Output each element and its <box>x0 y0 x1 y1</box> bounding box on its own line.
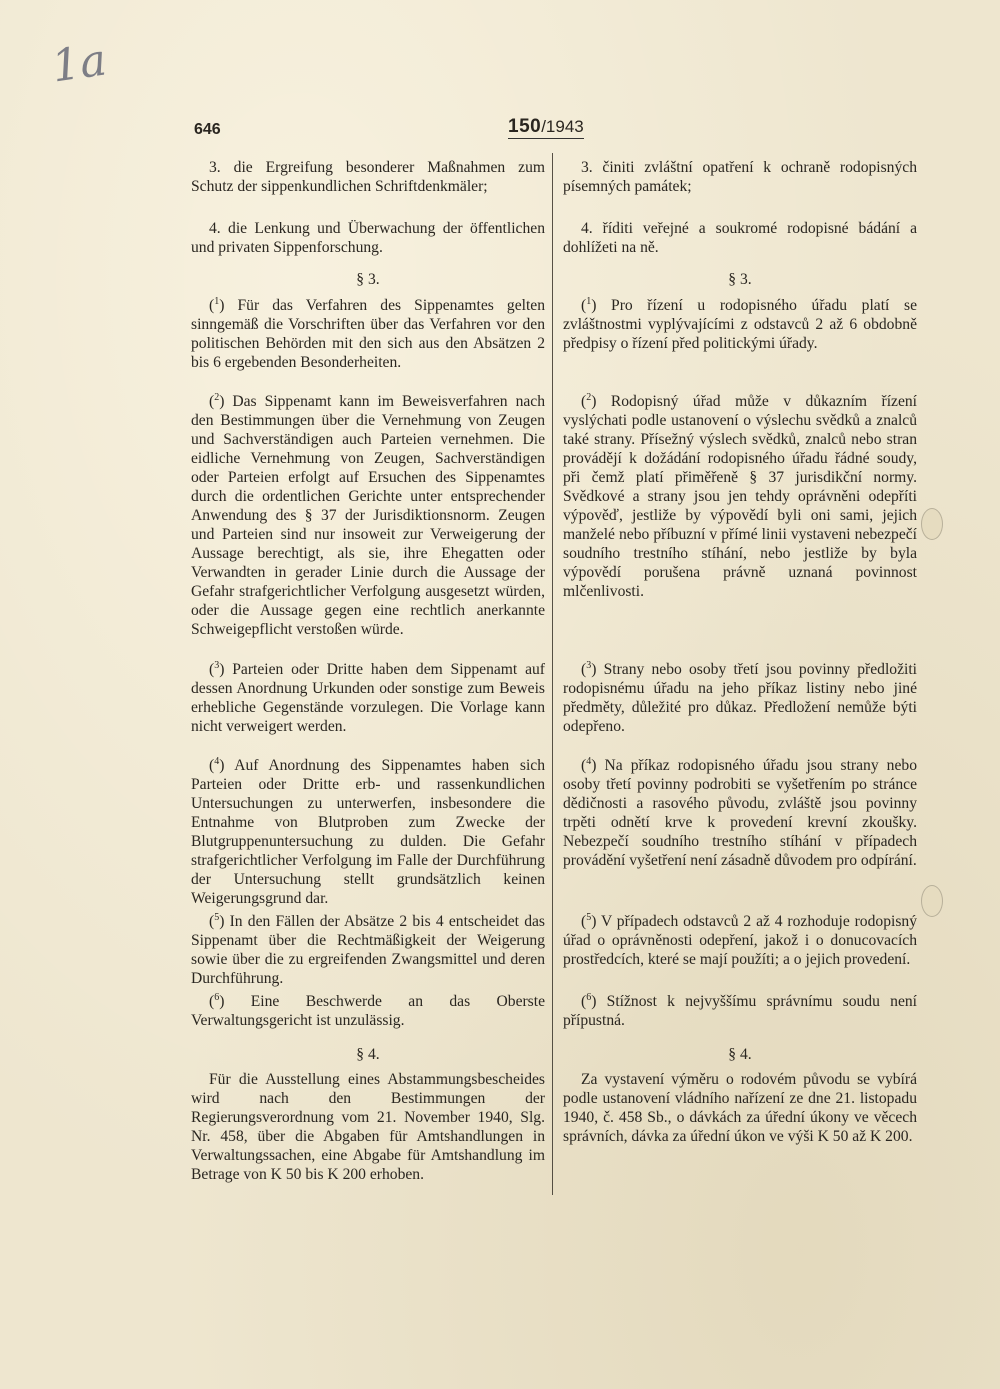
german-column <box>191 1070 545 1184</box>
cs-paragraph-2: ($^2$) Rodopisný úřad může v důkazním řízení vyslýchati podle ustanovení o výslechu svědků a znalců také strany. Přísežný výslech svědků, znalců nebo stran provádějí k dožádání rodopisného úřadu řádné soudy, při čemž platí přiměřeně § 37 jurisdikční normy. Svědkové a strany jsou jen tehdy oprávněni odepříti výpověď, jestliže by výpovědí byli oni sami, jejich manželé nebo příbuzní v přímé linii vystaveni nebezpečí soudního trestního stíhání, nebo jestliže by byla výpovědí porušena právně uznaná povinnost mlčenlivosti. <box>563 391 917 600</box>
cs-mark-6: 6 <box>586 991 592 1003</box>
de-paragraph-2: ($^2$) Das Sippenamt kann im Beweisverfahren nach den Bestimmungen über die Vernehmung von Zeugen und Sachverständigen auch Parteien vernehmen. Die eidliche Vernehmung von Zeugen, Sachverständigen oder Parteien erfolgt auf Ersuchen des Sippenamtes durch die ordentlichen Gerichte unter entsprechender Anwendung des § 37 der Jurisdiktionsnorm. Zeugen und Parteien sind nur insoweit zur Verweigerung der Aussage berechtigt, als sie, ihre Ehegatten oder Verwandten in gerader Linie durch die Aussage der Gefahr strafgerichtlicher Verfolgung ausgesetzt würden, oder die Aussage gegen eine rechtlich anerkannte Schweigepflicht verstoßen würde. <box>191 391 546 638</box>
column-divider <box>552 153 553 1195</box>
cs-mark-5: 5 <box>586 911 592 923</box>
de-text-2: Das Sippenamt kann im Beweisverfahren nach den Bestimmungen über die Vernehmung von Zeugen und Sachverständigen auch Parteien vernehmen. Die eidliche Vernehmung von Zeugen, Sachverständigen oder Parteien erfolgt auf Ersuchen des Sippenamtes durch die ordentlichen Gerichte unter entsprechender Anwendung des § 37 der Jurisdiktionsnorm. Zeugen und Parteien sind nur insoweit zur Verweigerung der Aussage berechtigt, als sie, ihre Ehegatten oder Verwandten in gerader Linie durch die Aussage der Gefahr strafgerichtlicher Verfolgung ausgesetzt würden, oder die Aussage gegen eine rechtlich anerkannte Schweigepflicht verstoßen würde. <box>191 393 546 638</box>
cs-paragraph-1: ($^1$) Pro řízení u rodopisného úřadu platí se zvláštnostmi vyplývajícími z odstavců 2 až 6 obdobně předpisy o řízení před politickými úřady. <box>563 295 917 352</box>
de-text-3: Parteien oder Dritte haben dem Sippenamt auf dessen Anordnung Urkunden oder sonstige zum Beweis erhebliche Gegenstände vorzulegen. Die Vorlage kann nicht verweigert werden. <box>191 661 545 735</box>
czech-column <box>563 392 917 601</box>
cs-text-2: Rodopisný úřad může v důkazním řízení vyslýchati podle ustanovení o výslechu svědků a znalců také strany. Přísežný výslech svědků, znalců nebo stran provádějí k dožádání rodopisného úřadu řádné soudy, při čemž platí přiměřeně § 37 jurisdikční normy. Svědkové a strany jsou jen tehdy oprávněni odepříti výpověď, jestliže by výpovědí byli oni sami, jejich manželé nebo příbuzní v přímé linii vystaveni nebezpečí soudního trestního stíhání, nebo jestliže by byla výpovědí porušena právně uznaná povinnost mlčenlivosti. <box>563 393 917 600</box>
german-column <box>191 392 545 639</box>
de-mark-2: 2 <box>214 391 220 403</box>
cs-item-3: 3. činiti zvláštní opatření k ochraně rodopisných písemných památek; <box>563 159 917 195</box>
cs-paragraph-4: ($^4$) Na příkaz rodopisného úřadu jsou strany nebo osoby třetí povinny podrobiti se vyšetřením po stránce dědičnosti a rasového původu, zvláště jsou povinny trpěti odnětí krve k provedení krevní zkoušky. Nebezpečí soudního trestního stíhání v případech provádění vyšetření není zásadně důvodem pro odpírání. <box>563 755 917 869</box>
cs-text-4: Na příkaz rodopisného úřadu jsou strany nebo osoby třetí povinny podrobiti se vyšetřením po stránce dědičnosti a rasového původu, zvláště jsou povinny trpěti odnětí krve k provedení krevní zkoušky. Nebezpečí soudního trestního stíhání v případech provádění vyšetření není zásadně důvodem pro odpírání. <box>563 757 917 869</box>
czech-column <box>563 660 917 736</box>
de-section-3-heading: § 3. <box>356 271 380 288</box>
de-mark-1: 1 <box>214 295 220 307</box>
czech-column <box>563 296 917 353</box>
german-column <box>191 296 545 372</box>
de-item-4: 4. die Lenkung und Überwachung der öffentlichen und privaten Sippenforschung. <box>191 220 545 256</box>
czech-column <box>563 270 917 289</box>
czech-column <box>563 1070 917 1146</box>
cs-text-6: Stížnost k nejvyššímu správnímu soudu není přípustná. <box>563 993 917 1029</box>
cs-section-4-text: Za vystavení výměru o rodovém původu se vybírá podle ustanovení vládního nařízení ze dne 21. listopadu 1940, č. 458 Sb., o dávkách za úřední úkony ve věcech správních, dávka za úřední úkon ve výši K 50 až K 200. <box>563 1071 917 1145</box>
cs-section-3-heading: § 3. <box>728 271 752 288</box>
czech-column <box>563 158 917 196</box>
czech-column <box>563 219 917 257</box>
german-column <box>191 756 545 908</box>
cs-text-3: Strany nebo osoby třetí jsou povinny předložiti rodopisnému úřadu na jeho příkaz listiny nebo jiné předměty, důležité pro důkaz. Předložení nemůže býti odepřeno. <box>563 661 917 735</box>
cs-mark-3: 3 <box>586 659 592 671</box>
german-column <box>191 992 545 1030</box>
de-mark-5: 5 <box>214 911 220 923</box>
de-mark-4: 4 <box>214 755 220 767</box>
cs-mark-2: 2 <box>586 391 592 403</box>
de-section-4-text: Für die Ausstellung eines Abstammungsbescheides wird nach den Bestimmungen der Regierungsverordnung vom 21. November 1940, Slg. Nr. 458, über die Abgaben für Amtshandlungen in Verwaltungssachen, eine Abgabe für Amtshandlung im Betrage von K 50 bis K 200 erhoben. <box>191 1071 545 1183</box>
german-column <box>191 219 545 257</box>
czech-column <box>563 1045 917 1064</box>
de-paragraph-6: ($^6$) Eine Beschwerde an das Oberste Verwaltungsgericht ist unzulässig. <box>191 991 545 1029</box>
german-column <box>191 660 545 736</box>
czech-column <box>563 992 917 1030</box>
cs-text-5: V případech odstavců 2 až 4 rozhoduje rodopisný úřad o oprávněnosti odepření, jakož i o donucovacích prostředcích, které se mají použíti; a o jejich provedení. <box>563 913 917 968</box>
de-paragraph-5: ($^5$) In den Fällen der Absätze 2 bis 4 entscheidet das Sippenamt über die Rechtmäßigkeit der Weigerung sowie über die zu ergreifenden Zwangsmittel und deren Durchführung. <box>191 911 545 987</box>
cs-item-4: 4. říditi veřejné a soukromé rodopisné bádání a dohlížeti na ně. <box>563 220 917 256</box>
handwritten-mark: 1a <box>48 34 110 93</box>
de-text-4: Auf Anordnung des Sippenamtes haben sich Parteien oder Dritte erb- und rassenkundlichen Untersuchungen zu unterwerfen, insbesondere die Entnahme von Blutproben zum Zwecke der Blutgruppenuntersuchung zu dulden. Die Gefahr strafgerichtlicher Verfolgung im Falle der Durchführung der Untersuchung stellt grundsätzlich keinen Weigerungsgrund dar. <box>191 757 546 907</box>
page-number: 646 <box>194 121 221 138</box>
issue-year: /1943 <box>541 117 584 136</box>
issue-bold: 150 <box>508 116 542 137</box>
de-text-6: Eine Beschwerde an das Oberste Verwaltungsgericht ist unzulässig. <box>191 993 545 1029</box>
de-paragraph-3: ($^3$) Parteien oder Dritte haben dem Sippenamt auf dessen Anordnung Urkunden oder sonstige zum Beweis erhebliche Gegenstände vorzulegen. Die Vorlage kann nicht verweigert werden. <box>191 659 545 735</box>
de-text-1: Für das Verfahren des Sippenamtes gelten sinngemäß die Vorschriften über das Verfahren vor den politischen Behörden mit den sich aus den Absätzen 2 bis 6 ergebenden Besonderheiten. <box>191 297 545 371</box>
cs-mark-4: 4 <box>586 755 592 767</box>
de-mark-6: 6 <box>214 991 220 1003</box>
punch-hole-lower <box>921 885 943 917</box>
cs-mark-1: 1 <box>586 295 592 307</box>
czech-column <box>563 912 917 969</box>
german-column <box>191 158 545 196</box>
de-item-3: 3. die Ergreifung besonderer Maßnahmen zum Schutz der sippenkundlichen Schriftdenkmäler; <box>191 159 545 195</box>
cs-paragraph-6: ($^6$) Stížnost k nejvyššímu správnímu soudu není přípustná. <box>563 991 917 1029</box>
punch-hole-upper <box>921 508 943 540</box>
cs-paragraph-5: ($^5$) V případech odstavců 2 až 4 rozhoduje rodopisný úřad o oprávněnosti odepření, jakož i o donucovacích prostředcích, které se mají použíti; a o jejich provedení. <box>563 911 917 968</box>
de-paragraph-4: ($^4$) Auf Anordnung des Sippenamtes haben sich Parteien oder Dritte erb- und rassenkundlichen Untersuchungen zu unterwerfen, insbesondere die Entnahme von Blutproben zum Zwecke der Blutgruppenuntersuchung zu dulden. Die Gefahr strafgerichtlicher Verfolgung im Falle der Durchführung der Untersuchung stellt grundsätzlich keinen Weigerungsgrund dar. <box>191 755 546 907</box>
de-mark-3: 3 <box>214 659 220 671</box>
issue-number <box>508 117 584 139</box>
german-column <box>191 270 545 289</box>
cs-paragraph-3: ($^3$) Strany nebo osoby třetí jsou povinny předložiti rodopisnému úřadu na jeho příkaz listiny nebo jiné předměty, důležité pro důkaz. Předložení nemůže býti odepřeno. <box>563 659 917 735</box>
cs-section-4-heading: § 4. <box>728 1046 752 1063</box>
german-column <box>191 912 545 988</box>
cs-text-1: Pro řízení u rodopisného úřadu platí se zvláštnostmi vyplývajícími z odstavců 2 až 6 obdobně předpisy o řízení před politickými úřady. <box>563 297 917 352</box>
czech-column <box>563 756 917 870</box>
de-text-5: In den Fällen der Absätze 2 bis 4 entscheidet das Sippenamt über die Rechtmäßigkeit der Weigerung sowie über die zu ergreifenden Zwangsmittel und deren Durchführung. <box>191 913 545 987</box>
de-paragraph-1: ($^1$) Für das Verfahren des Sippenamtes gelten sinngemäß die Vorschriften über das Verfahren vor den politischen Behörden mit den sich aus den Absätzen 2 bis 6 ergebenden Besonderheiten. <box>191 295 545 371</box>
de-section-4-heading: § 4. <box>356 1046 380 1063</box>
german-column <box>191 1045 545 1064</box>
